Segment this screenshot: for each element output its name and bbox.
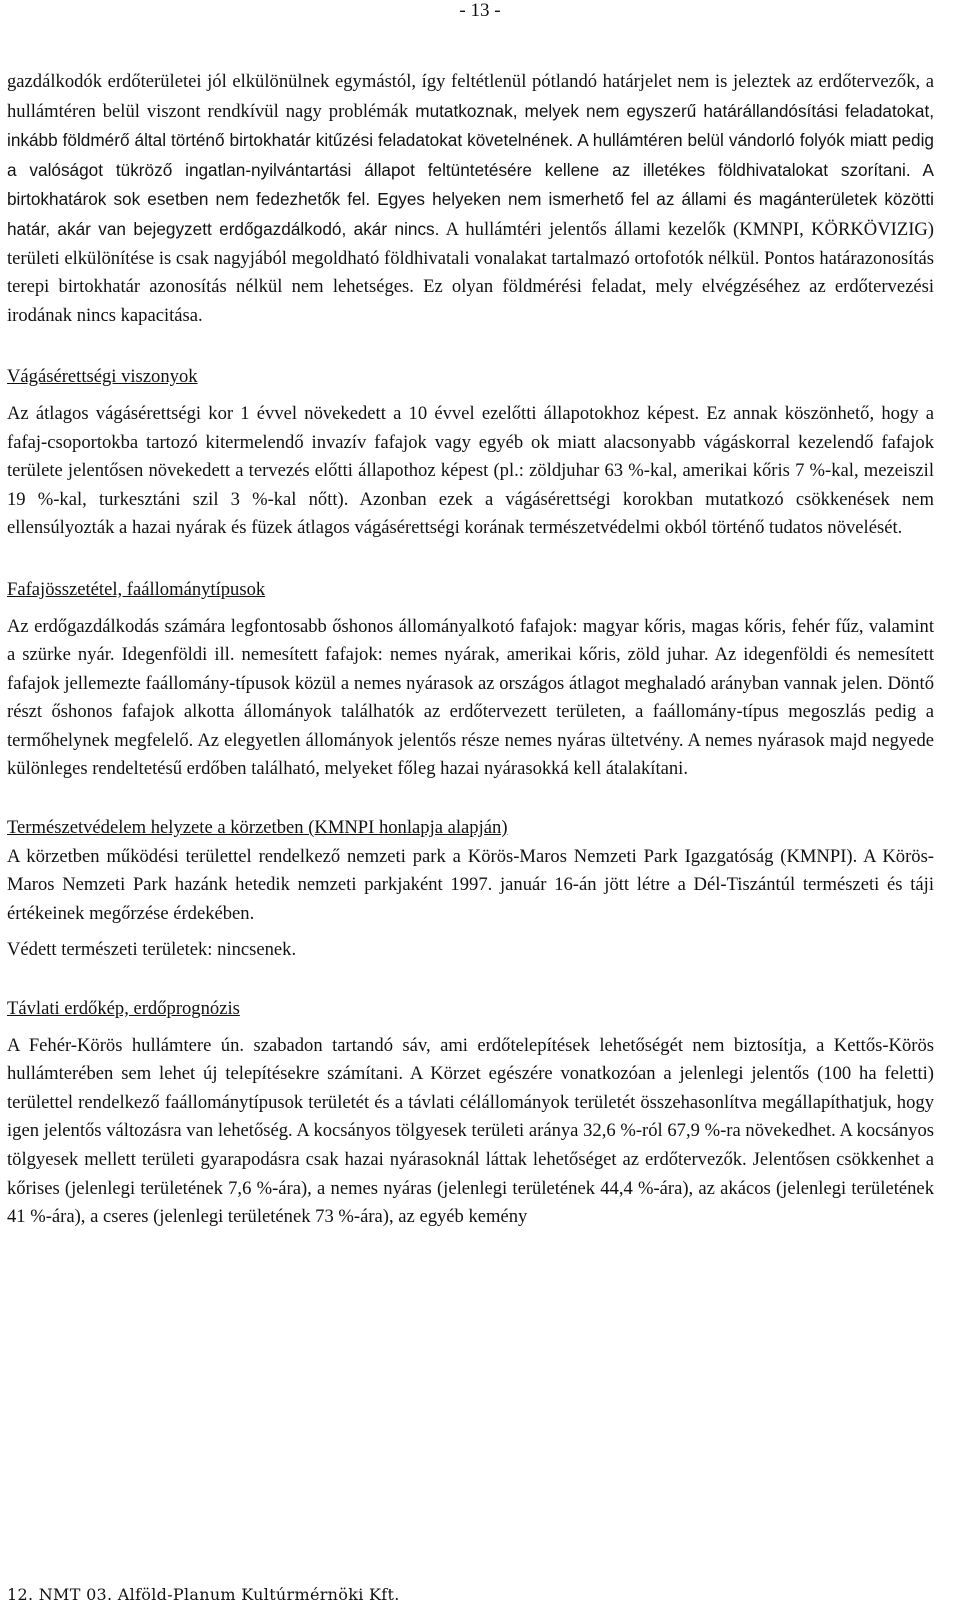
spacer: [7, 965, 934, 995]
document-body: [7, 68, 934, 1232]
spacer: [7, 330, 934, 363]
protected-areas-line: Védett természeti területek: nincsenek.: [7, 939, 297, 961]
spacer: [7, 928, 934, 936]
section-heading-tavlati-erdokep: Távlati erdőkép, erdőprognózis: [7, 998, 240, 1020]
intro-text-serif-end: A hullámtéri jelentős állami kezelők (KMNPI, KÖRKÖVIZIG) területi elkülönítése is csak nagyjából megoldható földhivatali vonalakat tartalmazó ortofotók nélkül. Pontos határazonosítás terepi birtokhatár azonosítás nélkül nem lehetséges. Ez olyan földmérési feladat, mely elvégzéséhez az erdőtervezési irodának nincs kapacitása.: [7, 218, 934, 326]
section-paragraph-termeszetvedelem: A körzetben működési területtel rendelkező nemzeti park a Körös-Maros Nemzeti Park Igazgatóság (KMNPI). A Körös-Maros Nemzeti Park hazánk hetedik nemzeti parkjaként 1997. január 16-án jött létre a Dél-Tiszántúl természeti és táji értékeinek megőrzése érdekében.: [7, 845, 934, 924]
intro-paragraph: [7, 68, 934, 330]
intro-text-sans: mutatkoznak, melyek nem egyszerű határállandósítási feladatokat, inkább földmérő által történő birtokhatár kitűzési feladatokat követelnének. A hullámtéren belül vándorló folyók miatt pedig a valóságot tükröző ingatlan-nyilvántartási állapot feltüntetésére kellene az illetékes földhivatalokat szorítani. A birtokhatárok sok esetben nem fedezhetők fel. Egyes helyeken nem ismerhető fel az állami és magánterületek közötti határ, akár van bejegyzett erdőgazdálkodó, akár nincs.: [7, 100, 934, 239]
section-paragraph-fafajosszetetel: Az erdőgazdálkodás számára legfontosabb őshonos állományalkotó fafajok: magyar kőris, magas kőris, fehér fűz, valamint a szürke nyár. Idegenföldi ill. nemesített fafajok: nemes nyárak, amerikai kőris, zöld juhar. Az idegenföldi és nemesített fafajok jellemezte faállomány-típusok közül a nemes nyárasok az országos átlagot meghaladó arányban vannak jelen. Döntő részt őshonos fafajok alkotta állományok találhatók az erdőtervezett területen, a faállomány-típus megoszlás pedig a termőhelynek megfelelő. Az elegyetlen állományok jelentős része nemes nyáras ültetvény. A nemes nyárasok majd negyede különleges rendeltetésű erdőben található, melyeket főleg hazai nyárasokká kell átalakítani.: [7, 615, 934, 780]
section-heading-termeszetvedelem: Természetvédelem helyzete a körzetben (KMNPI honlapja alapján): [7, 817, 508, 839]
page-footer: 12. NMT 03. Alföld-Planum Kultúrmérnöki Kft.: [7, 1585, 400, 1604]
spacer: [7, 392, 934, 400]
page-number: - 13 -: [459, 0, 501, 21]
section-paragraph-tavlati-erdokep: A Fehér-Körös hullámtere ún. szabadon tartandó sáv, ami erdőtelepítések lehetőségét nem biztosítja, a Kettős-Körös hullámterében sem lehet új telepítésekre számítani. A Körzet egészére vonatkozóan a jelenlegi jelentős (100 ha feletti) területtel rendelkező faállománytípusok területét és a távlati célállományok területét összehasonlítva megállapíthatjuk, hogy igen jelentős változásra van lehetőség. A kocsányos tölgyesek területi aránya 32,6 %-ról 67,9 %-ra növekedhet. A kocsányos tölgyesek mellett területi gyarapodásra csak hazai nyárasoknál láttak lehetőséget az erdőtervezők. Jelentősen csökkenhet a kőrises (jelenlegi területének 7,6 %-ára), a nemes nyáras (jelenlegi területének 44,4 %-ára), az akácos (jelenlegi területének 41 %-ára), a cseres (jelenlegi területének 73 %-ára), az egyéb kemény: [7, 1034, 934, 1228]
spacer: [7, 605, 934, 613]
spacer: [7, 543, 934, 576]
section-heading-vagaserettseg: Vágásérettségi viszonyok: [7, 366, 198, 388]
spacer: [7, 784, 934, 814]
section-heading-fafajosszetetel: Fafajösszetétel, faállománytípusok: [7, 578, 266, 600]
spacer: [7, 1024, 934, 1032]
intro-text-serif: gazdálkodók erdőterületei jól elkülönülnek egymástól, így feltétlenül pótlandó határjelet nem is jeleztek az erdőtervezők, a hullámtéren belül viszont rendkívül nagy problémák: [7, 71, 934, 122]
section-paragraph-vagaserettseg: Az átlagos vágásérettségi kor 1 évvel növekedett a 10 évvel ezelőtti állapotokhoz képest. Ez annak köszönhető, hogy a fafaj-csoportokba tartozó kitermelendő invazív fafajok vagy egyéb ok miatt alacsonyabb vágáskorral kezelendő fafajok területe jelentősen növekedett a tervezés előtti állapothoz képest (pl.: zöldjuhar 63 %-kal, amerikai kőris 7 %-kal, mezeiszil 19 %-kal, turkesztáni szil 3 %-kal nőtt). Azonban ezek a vágásérettségi korokban mutatkozó csökkenések nem ellensúlyozták a hazai nyárak és füzek átlagos vágásérettségi korának természetvédelmi okból történő tudatos növelését.: [7, 402, 934, 539]
